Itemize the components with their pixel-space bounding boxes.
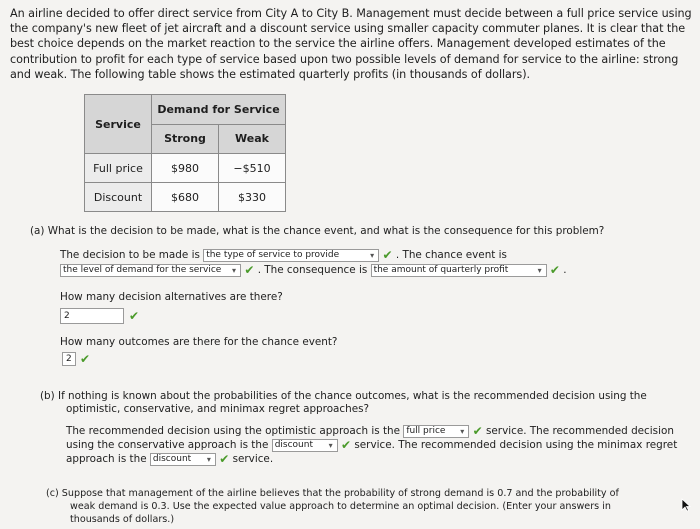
check-icon: ✔ (382, 247, 393, 262)
table-row (85, 183, 286, 212)
cell-weak: −$510 (219, 154, 286, 183)
demand-header: Demand for Service (152, 95, 286, 125)
consequence-dropdown[interactable] (371, 264, 547, 277)
conservative-dropdown[interactable] (272, 439, 338, 452)
part-c-line-2: weak demand is 0.3. Use the expected value approach to determine an optimal decision. (Enter your answers in (70, 501, 611, 512)
cell-weak: $330 (219, 183, 286, 212)
check-icon: ✔ (549, 262, 560, 277)
part-a-line-2 (60, 263, 567, 277)
optimistic-dropdown[interactable] (403, 425, 469, 438)
part-b-line-1 (66, 424, 674, 438)
table-row (85, 154, 286, 183)
part-a-line-1 (60, 248, 507, 262)
sentence-text: approach is the (66, 453, 147, 465)
sentence-text: . The consequence is (257, 264, 368, 276)
part-c-line-1: (c) Suppose that management of the airline believes that the probability of strong demand is 0.7 and the probability of (46, 488, 619, 499)
sentence-text: service. (232, 453, 274, 465)
decision-dropdown[interactable] (203, 249, 379, 262)
part-a-question: (a) What is the decision to be made, what is the chance event, and what is the consequence for this problem? (30, 225, 605, 237)
dropdown-value: full price (406, 425, 446, 436)
chevron-down-icon: ▾ (328, 440, 333, 450)
cell-strong: $680 (152, 183, 219, 212)
check-icon: ✔ (129, 309, 140, 323)
chevron-down-icon: ▾ (460, 426, 465, 436)
chevron-down-icon: ▾ (370, 250, 375, 260)
dropdown-value: the type of service to provide (206, 249, 340, 260)
dropdown-value: the level of demand for the service (63, 264, 222, 275)
dropdown-value: discount (274, 439, 313, 450)
check-icon: ✔ (219, 451, 230, 466)
outcomes-input[interactable]: 2 (62, 352, 76, 366)
part-b-question-line-1: (b) If nothing is known about the probabilities of the chance outcomes, what is the recommended decision using the (40, 390, 647, 402)
sentence-text: The recommended decision using the optimistic approach is the (66, 425, 400, 437)
outcomes-question: How many outcomes are there for the chance event? (60, 336, 338, 348)
sentence-text: The decision to be made is (60, 249, 200, 261)
problem-intro: An airline decided to offer direct service from City A to City B. Management must decide between a full price service using the company's new fleet of jet aircraft and a discount service using smaller capacity commuter planes. It is clear that the best choice depends on the market reaction to the service the airline offers. Management developed estimates of the contribution to profit for each type of service based upon two possible levels of demand for service to the airline: strong and weak. The following table shows the estimated quarterly profits (in thousands of dollars). (10, 7, 692, 81)
chevron-down-icon: ▾ (537, 265, 542, 275)
part-c-line-3: thousands of dollars.) (70, 514, 175, 525)
sentence-text: . (563, 264, 567, 276)
chance-event-dropdown[interactable] (60, 264, 241, 277)
minimax-dropdown[interactable] (150, 453, 216, 466)
alternatives-question: How many decision alternatives are there? (60, 291, 283, 303)
sentence-text: service. The recommended decision using the minimax regret (354, 439, 678, 451)
strong-header: Strong (152, 124, 219, 154)
cell-strong: $980 (152, 154, 219, 183)
weak-header: Weak (219, 124, 286, 154)
sentence-text: using the conservative approach is the (66, 439, 269, 451)
cursor-icon (681, 497, 691, 511)
chevron-down-icon: ▾ (231, 265, 236, 275)
part-b-line-3 (66, 452, 273, 466)
chevron-down-icon: ▾ (206, 454, 211, 464)
check-icon: ✔ (472, 423, 483, 438)
part-b-line-2 (66, 438, 677, 452)
part-b-question-line-2: optimistic, conservative, and minimax regret approaches? (66, 403, 370, 415)
dropdown-value: discount (152, 453, 192, 464)
sentence-text: service. The recommended decision (486, 425, 674, 437)
service-header: Service (85, 95, 152, 154)
check-icon: ✔ (80, 352, 91, 366)
sentence-text: . The chance event is (395, 249, 507, 261)
row-label: Discount (85, 183, 152, 212)
check-icon: ✔ (244, 262, 255, 277)
dropdown-value: the amount of quarterly profit (373, 264, 509, 275)
check-icon: ✔ (341, 437, 352, 452)
row-label: Full price (85, 154, 152, 183)
alternatives-input[interactable]: 2 (60, 308, 124, 324)
profit-table (84, 94, 286, 212)
